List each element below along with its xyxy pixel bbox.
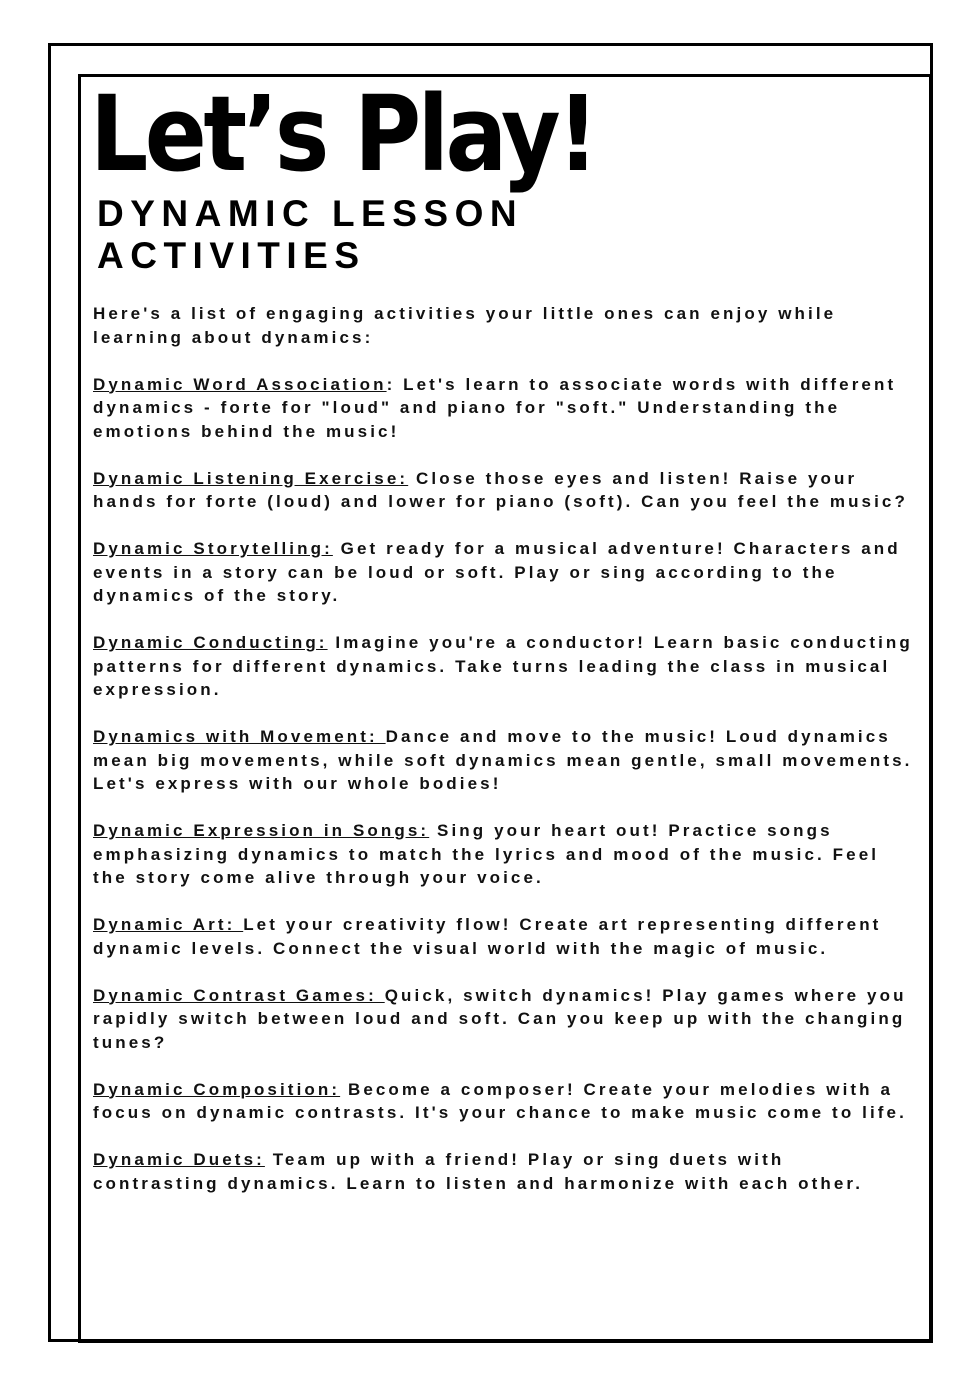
activity-description: : Let's learn to associate words with different dynamics - forte for "loud" and piano for "soft." Understanding the emotions behind the music! (93, 374, 897, 441)
activity-description: Dance and move to the music! Loud dynamics mean big movements, while soft dynamics mean gentle, small movements. Let's express with our whole bodies! (93, 727, 913, 793)
activity-item (93, 819, 913, 890)
activity-label: Dynamic Listening Exercise: (93, 468, 409, 488)
activity-label: Dynamic Duets: (93, 1150, 265, 1169)
page-subtitle: DYNAMIC LESSON ACTIVITIES (97, 193, 524, 276)
activity-item (93, 537, 913, 608)
activity-description: Become a composer! Create your melodies with a focus on dynamic contrasts. It's your chance to make music come to life. (93, 1079, 907, 1122)
page-title: Let’s Play! (90, 73, 596, 195)
activity-label: Dynamic Art: (93, 915, 244, 934)
activity-label: Dynamic Contrast Games: (93, 985, 385, 1005)
activity-description: Get ready for a musical adventure! Characters and events in a story can be loud or soft. Play or sing according to the dynamics of the story. (93, 539, 901, 605)
activity-label: Dynamic Word Association (93, 374, 387, 394)
activity-description: Team up with a friend! Play or sing duets with contrasting dynamics. Learn to listen and harmonize with each other. (93, 1150, 864, 1193)
activity-label: Dynamic Composition: (93, 1079, 341, 1099)
activity-label: Dynamic Conducting: (93, 633, 328, 652)
activity-item (93, 1148, 913, 1195)
activity-label: Dynamic Expression in Songs: (93, 821, 430, 840)
activity-item (93, 1078, 913, 1125)
activity-item (93, 631, 913, 702)
activity-label: Dynamics with Movement: (93, 727, 386, 746)
activity-description: Let your creativity flow! Create art representing different dynamic levels. Connect the visual world with the magic of music. (93, 915, 882, 958)
activity-item (93, 467, 913, 514)
intro-text: Here's a list of engaging activities your little ones can enjoy while learning about dynamics: (93, 304, 837, 347)
activity-description: Sing your heart out! Practice songs emphasizing dynamics to match the lyrics and mood of the music. Feel the story come alive through your voice. (93, 821, 880, 887)
activity-item (93, 913, 913, 960)
activity-item (93, 373, 913, 444)
activity-item (93, 984, 913, 1055)
activity-description: Quick, switch dynamics! Play games where you rapidly switch between loud and soft. Can you keep up with the changing tunes? (93, 985, 907, 1052)
activity-list (93, 302, 913, 1219)
activity-label: Dynamic Storytelling: (93, 539, 333, 558)
activity-description: Imagine you're a conductor! Learn basic conducting patterns for different dynamics. Take turns leading the class in musical expression. (93, 633, 913, 699)
activity-description: Close those eyes and listen! Raise your hands for forte (loud) and lower for piano (soft). Can you feel the music? (93, 468, 908, 511)
activity-item (93, 725, 913, 796)
